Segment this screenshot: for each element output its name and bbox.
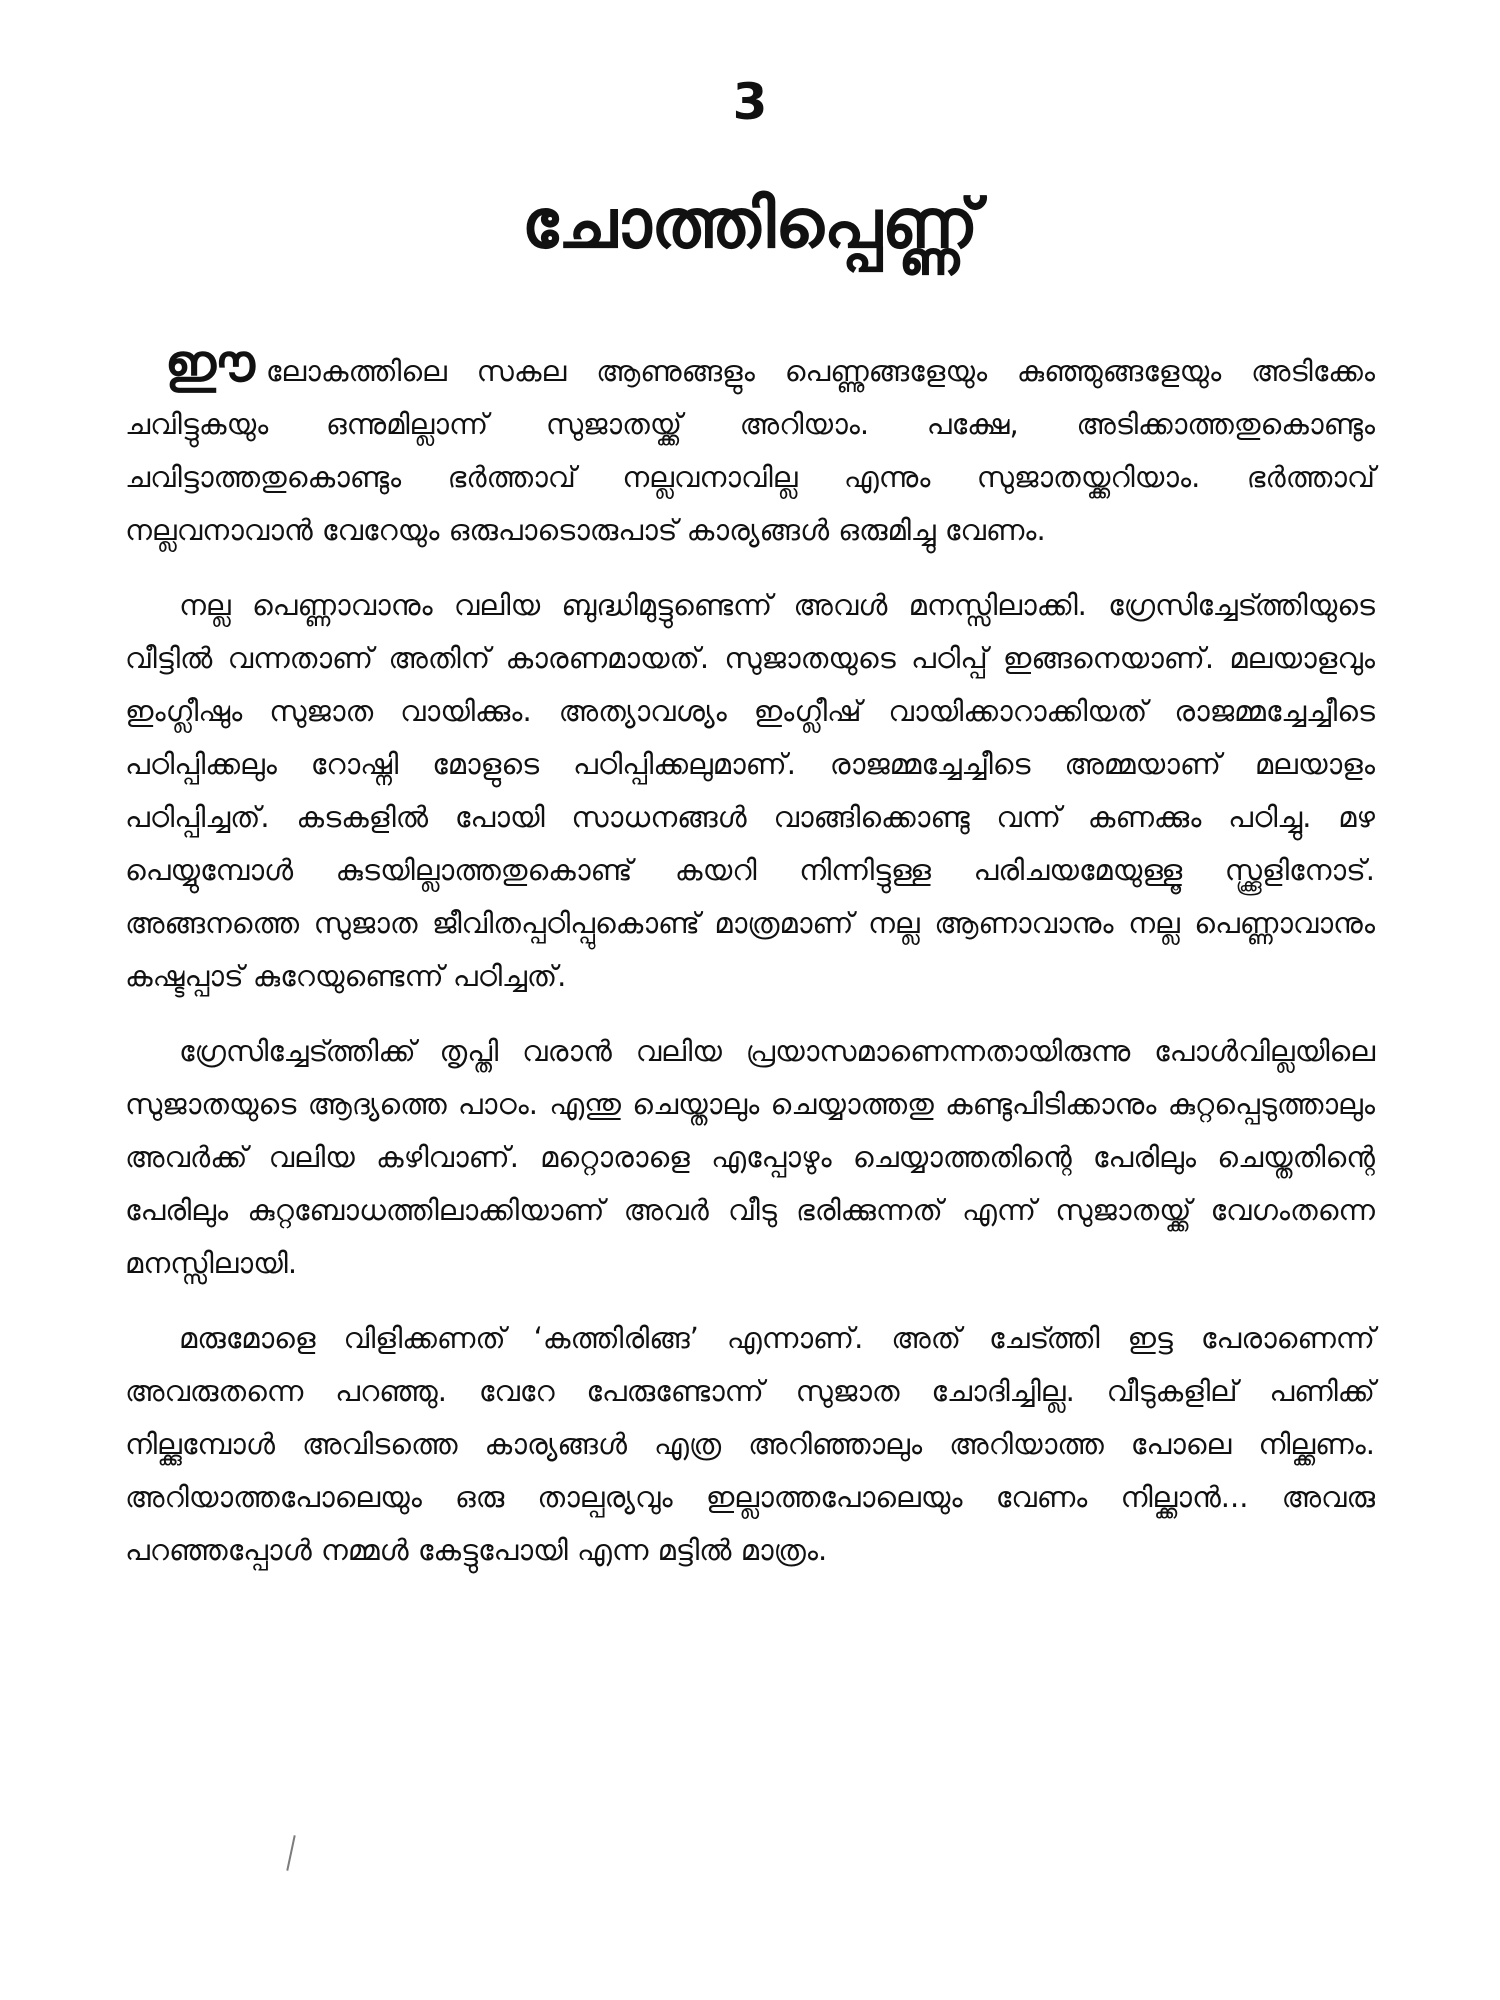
paragraph-1-text: ലോകത്തിലെ സകല ആണുങ്ങളും പെണ്ണുങ്ങളേയും കുഞ്ഞുങ്ങളേയും അടിക്കേം ചവിട്ടുകയും ഒന്നുമില്ലാന്ന് സുജാതയ്ക്ക് അറിയാം. പക്ഷേ, അടിക്കാത്തതുകൊണ്ടും ചവിട്ടാത്തതുകൊണ്ടും ഭർത്താവ് നല്ലവനാവില്ല എന്നും സുജാതയ്ക്കറിയാം. ഭർത്താവ് നല്ലവനാവാൻ വേറേയും ഒരുപാടൊരുപാട് കാര്യങ്ങൾ ഒരുമിച്ചു വേണം. bbox=[125, 354, 1375, 547]
chapter-title: ചോത്തിപ്പെണ്ണ് bbox=[521, 185, 979, 264]
paragraph-4: മരുമോളെ വിളിക്കണത് ‘കത്തിരിങ്ങ’ എന്നാണ്. അത് ചേട്ത്തി ഇട്ട പേരാണെന്ന് അവരുതന്നെ പറഞ്ഞു. വേറേ പേരുണ്ടോന്ന് സുജാത ചോദിച്ചില്ല. വീടുകളില് പണിക്ക് നില്ക്കുമ്പോൾ അവിടത്തെ കാര്യങ്ങൾ എത്ര അറിഞ്ഞാലും അറിയാത്ത പോലെ നില്ക്കണം. അറിയാത്തപോലെയും ഒരു താല്പര്യവും ഇല്ലാത്തപോലെയും വേണം നില്ക്കാൻ... അവരു പറഞ്ഞപ്പോൾ നമ്മൾ കേട്ടുപോയി എന്ന മട്ടിൽ മാത്രം. bbox=[125, 1321, 1375, 1567]
paragraph-2: നല്ല പെണ്ണാവാനും വലിയ ബുദ്ധിമുട്ടുണ്ടെന്ന് അവൾ മനസ്സിലാക്കി. ഗ്രേസിച്ചേട്ത്തിയുടെ വീട്ടിൽ വന്നതാണ് അതിന് കാരണമായത്. സുജാതയുടെ പഠിപ്പ് ഇങ്ങനെയാണ്. മലയാളവും ഇംഗ്ലീഷും സുജാത വായിക്കും. അത്യാവശ്യം ഇംഗ്ലീഷ് വായിക്കാറാക്കിയത് രാജമ്മച്ചേച്ചീടെ പഠിപ്പിക്കലും റോഷ്നി മോളുടെ പഠിപ്പിക്കലുമാണ്. രാജമ്മച്ചേച്ചീടെ അമ്മയാണ് മലയാളം പഠിപ്പിച്ചത്. കടകളിൽ പോയി സാധനങ്ങൾ വാങ്ങിക്കൊണ്ടു വന്ന് കണക്കും പഠിച്ചു. മഴ പെയ്യുമ്പോൾ കുടയില്ലാത്തതുകൊണ്ട് കയറി നിന്നിട്ടുള്ള പരിചയമേയുള്ളൂ സ്ക്കൂളിനോട്. അങ്ങനത്തെ സുജാത ജീവിതപ്പഠിപ്പുകൊണ്ട് മാത്രമാണ് നല്ല ആണാവാനും നല്ല പെണ്ണാവാനും കഷ്ടപ്പാട് കുറേയുണ്ടെന്ന് പഠിച്ചത്. bbox=[125, 588, 1375, 993]
paragraph-3: ഗ്രേസിച്ചേട്ത്തിക്ക് തൃപ്തി വരാൻ വലിയ പ്രയാസമാണെന്നതായിരുന്നു പോൾവില്ലയിലെ സുജാതയുടെ ആദ്യത്തെ പാഠം. എന്തു ചെയ്താലും ചെയ്യാത്തതു കണ്ടുപിടിക്കാനും കുറ്റപ്പെടുത്താലും അവർക്ക് വലിയ കഴിവാണ്. മറ്റൊരാളെ എപ്പോഴും ചെയ്യാത്തതിന്റെ പേരിലും ചെയ്തതിന്റെ പേരിലും കുറ്റബോധത്തിലാക്കിയാണ് അവർ വീടു ഭരിക്കുന്നത് എന്ന് സുജാതയ്ക്ക് വേഗംതന്നെ മനസ്സിലായി. bbox=[125, 1034, 1375, 1280]
chapter-body bbox=[125, 334, 1375, 1599]
chapter-number: 3 bbox=[732, 73, 768, 131]
pencil-mark bbox=[286, 1835, 295, 1871]
paragraph-1 bbox=[125, 334, 1375, 557]
opening-word: ഈ bbox=[165, 334, 256, 394]
